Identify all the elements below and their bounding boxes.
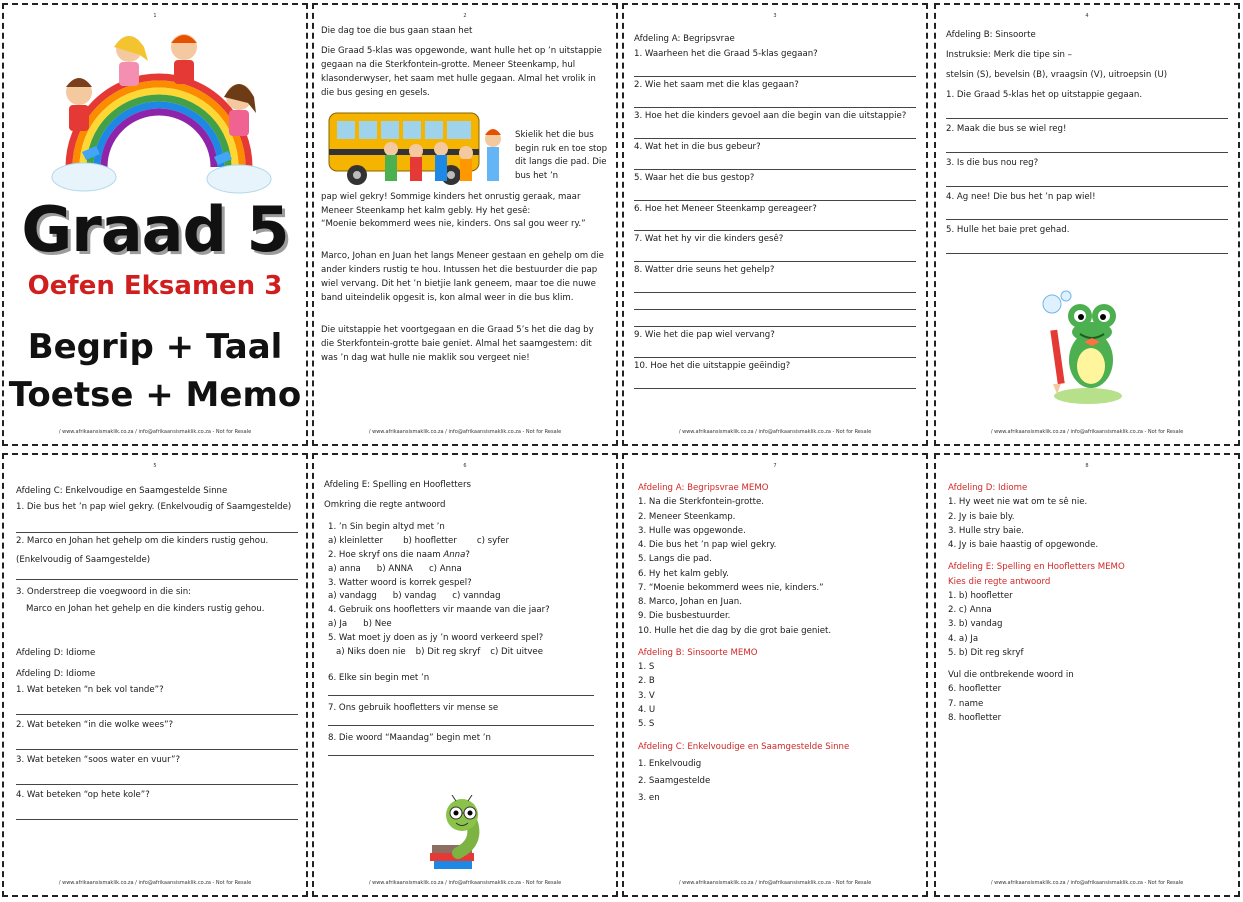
answer-line[interactable] xyxy=(634,374,916,389)
e-question-3: 3. Watter woord is korrek gespel? xyxy=(328,577,472,588)
e-question-8: 8. Die woord “Maandag” begin met ’n xyxy=(328,732,491,743)
memo-d-heading: Afdeling D: Idiome xyxy=(948,483,1028,493)
question-6: 6. Hoe het Meneer Steenkamp gereageer? xyxy=(634,203,817,214)
page-number: 2 xyxy=(463,13,467,19)
memo-fill-8: 8. hoofletter xyxy=(948,712,1002,723)
memo-e-5: 5. b) Dit reg skryf xyxy=(948,647,1024,658)
memo-a-4: 4. Die bus het ’n pap wiel gekry. xyxy=(638,540,777,551)
page-number: 6 xyxy=(463,463,467,469)
memo-b-1: 1. S xyxy=(638,662,655,673)
memo-a-3: 3. Hulle was opgewonde. xyxy=(638,525,746,536)
memo-b-3: 3. V xyxy=(638,690,655,701)
memo-a-8: 8. Marco, Johan en Juan. xyxy=(638,597,742,608)
page-number: 8 xyxy=(1085,463,1089,469)
answer-line[interactable] xyxy=(16,515,298,533)
option[interactable]: a) kleinletter xyxy=(328,535,384,546)
e-question-5: 5. Wat moet jy doen as jy ’n woord verkeerd spel? xyxy=(328,633,544,644)
e-question-7: 7. Ons gebruik hoofletters vir mense se xyxy=(328,702,499,713)
option[interactable]: b) vandag xyxy=(392,591,437,602)
answer-line[interactable] xyxy=(328,686,594,696)
memo-e-1: 1. b) hoofletter xyxy=(948,590,1013,601)
page-number: 1 xyxy=(153,13,157,19)
story-heading: Die dag toe die bus gaan staan het xyxy=(321,26,473,36)
cover-subtitle: Oefen Eksamen 3 xyxy=(27,271,283,301)
memo-a-9: 9. Die busbestuurder. xyxy=(638,611,731,622)
instruction-1: Instruksie: Merk die tipe sin – xyxy=(946,49,1072,60)
page-number: 7 xyxy=(773,463,777,469)
memo-e-3: 3. b) vandag xyxy=(948,619,1003,630)
answer-line[interactable] xyxy=(16,803,298,820)
answer-line[interactable] xyxy=(634,278,916,293)
memo-e-subheading: Kies die regte antwoord xyxy=(948,576,1051,587)
question-8: 8. Watter drie seuns het gehelp? xyxy=(634,265,775,276)
section-c-heading: Afdeling C: Enkelvoudige en Saamgestelde Sinne xyxy=(16,486,228,496)
answer-line[interactable] xyxy=(946,137,1228,153)
answer-line[interactable] xyxy=(16,568,298,580)
section-d-heading: Afdeling D: Idiome xyxy=(16,647,96,658)
sentence-3: 3. Is die bus nou reg? xyxy=(946,157,1039,168)
memo-a-7: 7. “Moenie bekommerd wees nie, kinders.” xyxy=(638,582,824,593)
answer-line[interactable] xyxy=(634,216,916,231)
rainbow-children-illustration xyxy=(44,27,274,197)
memo-fill-heading: Vul die ontbrekende woord in xyxy=(948,670,1074,681)
e-question-2: 2. Hoe skryf ons die naam Anna? xyxy=(328,549,470,560)
option[interactable]: c) Dit uitvee xyxy=(490,647,543,658)
c-question-3-sentence: Marco en Johan het gehelp en die kinders rustig gehou. xyxy=(26,603,265,614)
question-5: 5. Waar het die bus gestop? xyxy=(634,172,755,183)
page-8-memo xyxy=(934,453,1240,897)
answer-line[interactable] xyxy=(946,103,1228,119)
question-1: 1. Waarheen het die Graad 5-klas gegaan? xyxy=(634,48,818,59)
answer-line[interactable] xyxy=(946,204,1228,220)
question-2: 2. Wie het saam met die klas gegaan? xyxy=(634,79,799,90)
memo-fill-7: 7. name xyxy=(948,698,984,709)
option[interactable]: b) ANNA xyxy=(376,563,413,574)
memo-c-2: 2. Saamgestelde xyxy=(638,776,711,787)
memo-c-1: 1. Enkelvoudig xyxy=(638,758,702,769)
option[interactable]: a) Ja xyxy=(328,619,348,630)
answer-line[interactable] xyxy=(328,746,594,756)
option[interactable]: b) Nee xyxy=(363,619,392,630)
option[interactable]: c) vanndag xyxy=(452,591,501,602)
answer-line[interactable] xyxy=(16,768,298,785)
option[interactable]: c) syfer xyxy=(476,535,510,546)
page-3-comprehension xyxy=(622,3,928,446)
section-d-heading-repeat: Afdeling D: Idiome xyxy=(16,669,96,680)
answer-line[interactable] xyxy=(634,312,916,327)
memo-b-4: 4. U xyxy=(638,704,656,715)
memo-fill-6: 6. hoofletter xyxy=(948,684,1002,695)
memo-e-2: 2. c) Anna xyxy=(948,605,992,616)
c-question-3: 3. Onderstreep die voegwoord in die sin: xyxy=(16,586,192,597)
name-anna: Anna xyxy=(443,549,466,560)
d-question-3: 3. Wat beteken “soos water en vuur”? xyxy=(16,755,181,766)
memo-b-2: 2. B xyxy=(638,676,655,687)
answer-line[interactable] xyxy=(16,733,298,750)
page-number: 3 xyxy=(773,13,777,19)
answer-line[interactable] xyxy=(634,124,916,139)
memo-a-5: 5. Langs die pad. xyxy=(638,554,712,565)
page-4-sentence-types xyxy=(934,3,1240,446)
story-paragraph-2a: Skielik het die bus begin ruk en toe stop dit langs die pad. Die bus het ’n xyxy=(515,129,608,182)
memo-c-3: 3. en xyxy=(638,793,660,804)
memo-a-1: 1. Na die Sterkfontein-grotte. xyxy=(638,497,764,508)
c-question-2: 2. Marco en Johan het gehelp om die kinders rustig gehou. xyxy=(16,535,269,546)
page-footer: / www.afrikaansismaklik.co.za / info@afrikaansismaklik.co.za - Not for Resale xyxy=(368,429,562,435)
section-e-heading: Afdeling E: Spelling en Hoofletters xyxy=(324,480,471,490)
option[interactable]: b) hoofletter xyxy=(403,535,457,546)
page-footer: / www.afrikaansismaklik.co.za / info@afrikaansismaklik.co.za - Not for Resale xyxy=(368,880,562,886)
page-5-sentences-idioms xyxy=(2,453,308,897)
page-footer: / www.afrikaansismaklik.co.za / info@afrikaansismaklik.co.za - Not for Resale xyxy=(678,429,872,435)
memo-e-heading: Afdeling E: Spelling en Hoofletters MEMO xyxy=(948,562,1125,573)
c-question-2-options: (Enkelvoudig of Saamgestelde) xyxy=(16,554,151,565)
answer-line[interactable] xyxy=(634,247,916,262)
memo-b-5: 5. S xyxy=(638,719,655,730)
memo-b-heading: Afdeling B: Sinsoorte MEMO xyxy=(638,647,758,658)
question-7: 7. Wat het hy vir die kinders gesê? xyxy=(634,234,784,245)
story-paragraph-3: Marco, Johan en Juan het langs Meneer gestaan en gehelp om die ander kinders rustig te hou. Intussen het die bestuurder die pap wiel vervang. Dit het ’n bietjie lank geneem, maar toe die nuwe band uiteindelik opgesit is, kon almal weer in die bus klim. xyxy=(321,251,604,304)
school-bus-illustration xyxy=(321,109,511,191)
sentence-4: 4. Ag nee! Die bus het ’n pap wiel! xyxy=(946,191,1096,202)
story-paragraph-2b: pap wiel gekry! Sommige kinders het onrustig geraak, maar Meneer Steenkamp het kalm gebly. Hy het gesê: xyxy=(321,191,581,216)
e-question-1: 1. ’n Sin begin altyd met ’n xyxy=(328,521,445,532)
instruction-2: stelsin (S), bevelsin (B), vraagsin (V), uitroepsin (U) xyxy=(946,69,1168,80)
page-footer: / www.afrikaansismaklik.co.za / info@afrikaansismaklik.co.za - Not for Resale xyxy=(990,429,1184,435)
question-4: 4. Wat het in die bus gebeur? xyxy=(634,141,761,152)
sentence-5: 5. Hulle het baie pret gehad. xyxy=(946,225,1070,236)
section-e-instruction: Omkring die regte antwoord xyxy=(324,499,446,510)
section-a-heading: Afdeling A: Begripsvrae xyxy=(634,34,735,44)
memo-a-heading: Afdeling A: Begripsvrae MEMO xyxy=(638,483,769,493)
sentence-2: 2. Maak die bus se wiel reg! xyxy=(946,123,1067,134)
answer-line[interactable] xyxy=(328,716,594,726)
d-question-4: 4. Wat beteken “op hete kole”? xyxy=(16,790,150,801)
option[interactable]: a) anna xyxy=(328,563,361,574)
answer-line[interactable] xyxy=(634,93,916,108)
question-10: 10. Hoe het die uitstappie geëindig? xyxy=(634,361,791,372)
page-footer: / www.afrikaansismaklik.co.za / info@afrikaansismaklik.co.za - Not for Resale xyxy=(58,429,252,435)
section-b-heading: Afdeling B: Sinsoorte xyxy=(946,30,1036,40)
memo-e-4: 4. a) Ja xyxy=(948,633,979,644)
page-2-story xyxy=(312,3,618,446)
answer-line[interactable] xyxy=(634,62,916,77)
memo-d-2: 2. Jy is baie bly. xyxy=(948,511,1015,522)
memo-d-3: 3. Hulle stry baie. xyxy=(948,525,1024,536)
page-number: 5 xyxy=(153,463,157,469)
story-quote: “Moenie bekommerd wees nie, kinders. Ons sal gou weer ry.” xyxy=(321,219,586,230)
e-question-6: 6. Elke sin begin met ’n xyxy=(328,673,430,684)
frog-pencil-illustration xyxy=(1036,290,1136,410)
memo-a-10: 10. Hulle het die dag by die grot baie geniet. xyxy=(638,625,832,636)
d-question-1: 1. Wat beteken “n bek vol tande”? xyxy=(16,685,164,696)
option[interactable]: c) Anna xyxy=(428,563,462,574)
cover-line-1: Begrip + Taal xyxy=(27,327,283,367)
cover-title: Graad 5 xyxy=(21,193,289,266)
story-paragraph-4: Die uitstappie het voortgegaan en die Graad 5’s het die dag by die Sterkfontein-grotte baie geniet. Almal het saamgestem: dit was ’n dag wat hulle nie maklik sou vergeet nie! xyxy=(321,325,594,363)
memo-a-6: 6. Hy het kalm gebly. xyxy=(638,568,729,579)
page-6-spelling xyxy=(312,453,618,897)
memo-d-4: 4. Jy is baie haastig of opgewonde. xyxy=(948,540,1099,551)
answer-line[interactable] xyxy=(946,238,1228,254)
e-question-4: 4. Gebruik ons hoofletters vir maande van die jaar? xyxy=(328,605,550,616)
page-1-cover xyxy=(2,3,308,446)
answer-line[interactable] xyxy=(634,155,916,170)
page-footer: / www.afrikaansismaklik.co.za / info@afrikaansismaklik.co.za - Not for Resale xyxy=(990,880,1184,886)
memo-a-2: 2. Meneer Steenkamp. xyxy=(638,511,736,522)
answer-line[interactable] xyxy=(634,295,916,310)
page-footer: / www.afrikaansismaklik.co.za / info@afrikaansismaklik.co.za - Not for Resale xyxy=(678,880,872,886)
question-3: 3. Hoe het die kinders gevoel aan die begin van die uitstappie? xyxy=(634,110,907,121)
story-paragraph-1: Die Graad 5-klas was opgewonde, want hulle het op ’n uitstappie gegaan na die Sterkfontein-grotte. Meneer Steenkamp, hul klasonderwyser, het saam met hulle gegaan. Almal het vrolik in die bus gesing en gesels. xyxy=(321,45,602,98)
option[interactable]: a) Niks doen nie xyxy=(336,647,406,658)
memo-c-heading: Afdeling C: Enkelvoudige en Saamgestelde Sinne xyxy=(638,741,850,752)
answer-line[interactable] xyxy=(946,171,1228,187)
page-footer: / www.afrikaansismaklik.co.za / info@afrikaansismaklik.co.za - Not for Resale xyxy=(58,880,252,886)
question-9: 9. Wie het die pap wiel vervang? xyxy=(634,330,775,341)
bookworm-illustration xyxy=(418,795,498,871)
option[interactable]: b) Dit reg skryf xyxy=(415,647,481,658)
answer-line[interactable] xyxy=(16,698,298,715)
answer-line[interactable] xyxy=(634,186,916,201)
page-7-memo xyxy=(622,453,928,897)
d-question-2: 2. Wat beteken “in die wolke wees”? xyxy=(16,720,174,731)
sentence-1: 1. Die Graad 5-klas het op uitstappie gegaan. xyxy=(946,89,1143,100)
option[interactable]: a) vandagg xyxy=(328,591,377,602)
cover-line-2: Toetse + Memo xyxy=(8,375,302,415)
memo-d-1: 1. Hy weet nie wat om te sê nie. xyxy=(948,497,1088,508)
c-question-1: 1. Die bus het ’n pap wiel gekry. (Enkelvoudig of Saamgestelde) xyxy=(16,501,292,512)
answer-line[interactable] xyxy=(634,343,916,358)
page-number: 4 xyxy=(1085,13,1089,19)
